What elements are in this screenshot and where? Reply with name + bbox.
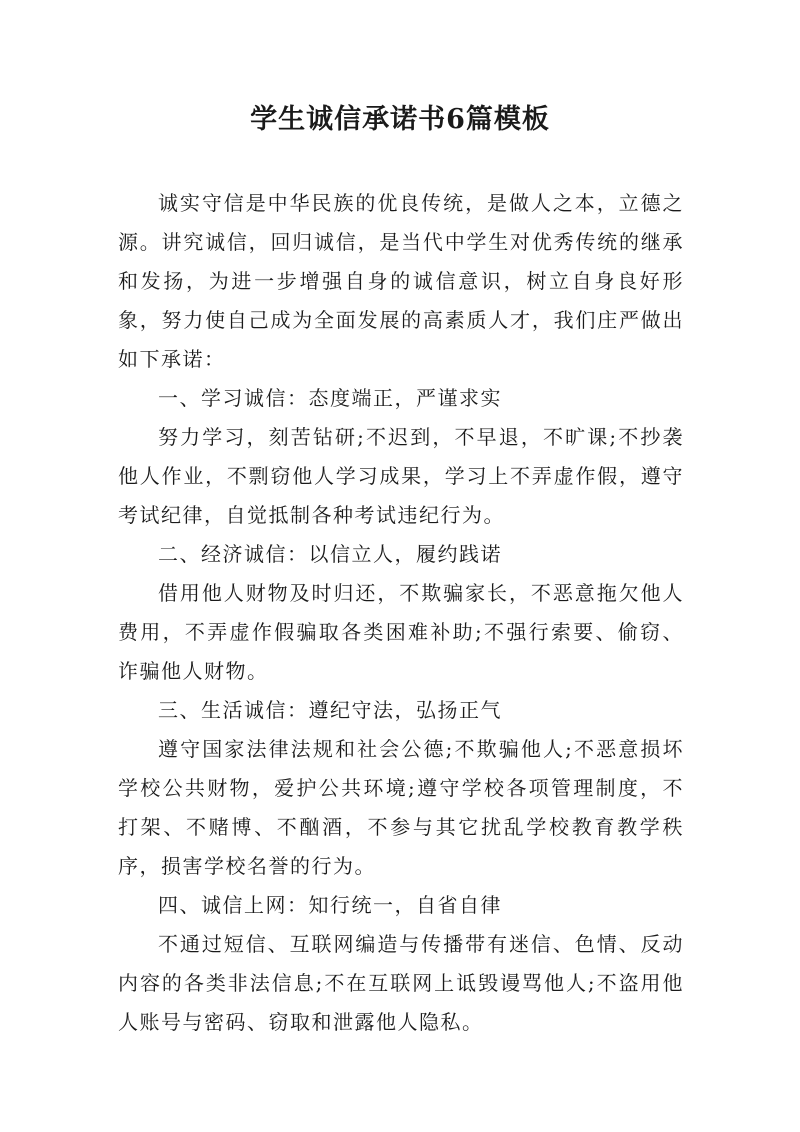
section-body-life: 遵守国家法律法规和社会公德;不欺骗他人;不恶意损坏学校公共财物，爱护公共环境;遵守学校各项管理制度，不打架、不赌博、不酗酒，不参与其它扰乱学校教育教学秩序，损害学校名誉的行为。 [118,737,684,878]
intro-paragraph: 诚实守信是中华民族的优良传统，是做人之本，立德之源。讲究诚信，回归诚信，是当代中学生对优秀传统的继承和发扬，为进一步增强自身的诚信意识，树立自身良好形象，努力使自己成为全面发展的高素质人才，我们庄严做出如下承诺： [118,191,684,371]
document-title: 学生诚信承诺书6篇模板 [250,104,550,135]
section-body-study: 努力学习，刻苦钻研;不迟到，不早退，不旷课;不抄袭他人作业，不剽窃他人学习成果，学习上不弄虚作假，遵守考试纪律，自觉抵制各种考试违纪行为。 [118,425,684,527]
section-heading-study: 一、学习诚信：态度端正，严谨求实 [158,386,502,410]
document-body [118,184,684,1042]
section-heading-internet: 四、诚信上网：知行统一，自省自律 [158,893,502,917]
section-heading-life: 三、生活诚信：遵纪守法，弘扬正气 [158,698,502,722]
section-heading-economy: 二、经济诚信：以信立人，履约践诺 [158,542,502,566]
section-body-internet: 不通过短信、互联网编造与传播带有迷信、色情、反动内容的各类非法信息;不在互联网上诋毁谩骂他人;不盗用他人账号与密码、窃取和泄露他人隐私。 [118,932,684,1034]
section-body-economy: 借用他人财物及时归还，不欺骗家长，不恶意拖欠他人费用，不弄虚作假骗取各类困难补助;不强行索要、偷窃、诈骗他人财物。 [118,581,684,683]
